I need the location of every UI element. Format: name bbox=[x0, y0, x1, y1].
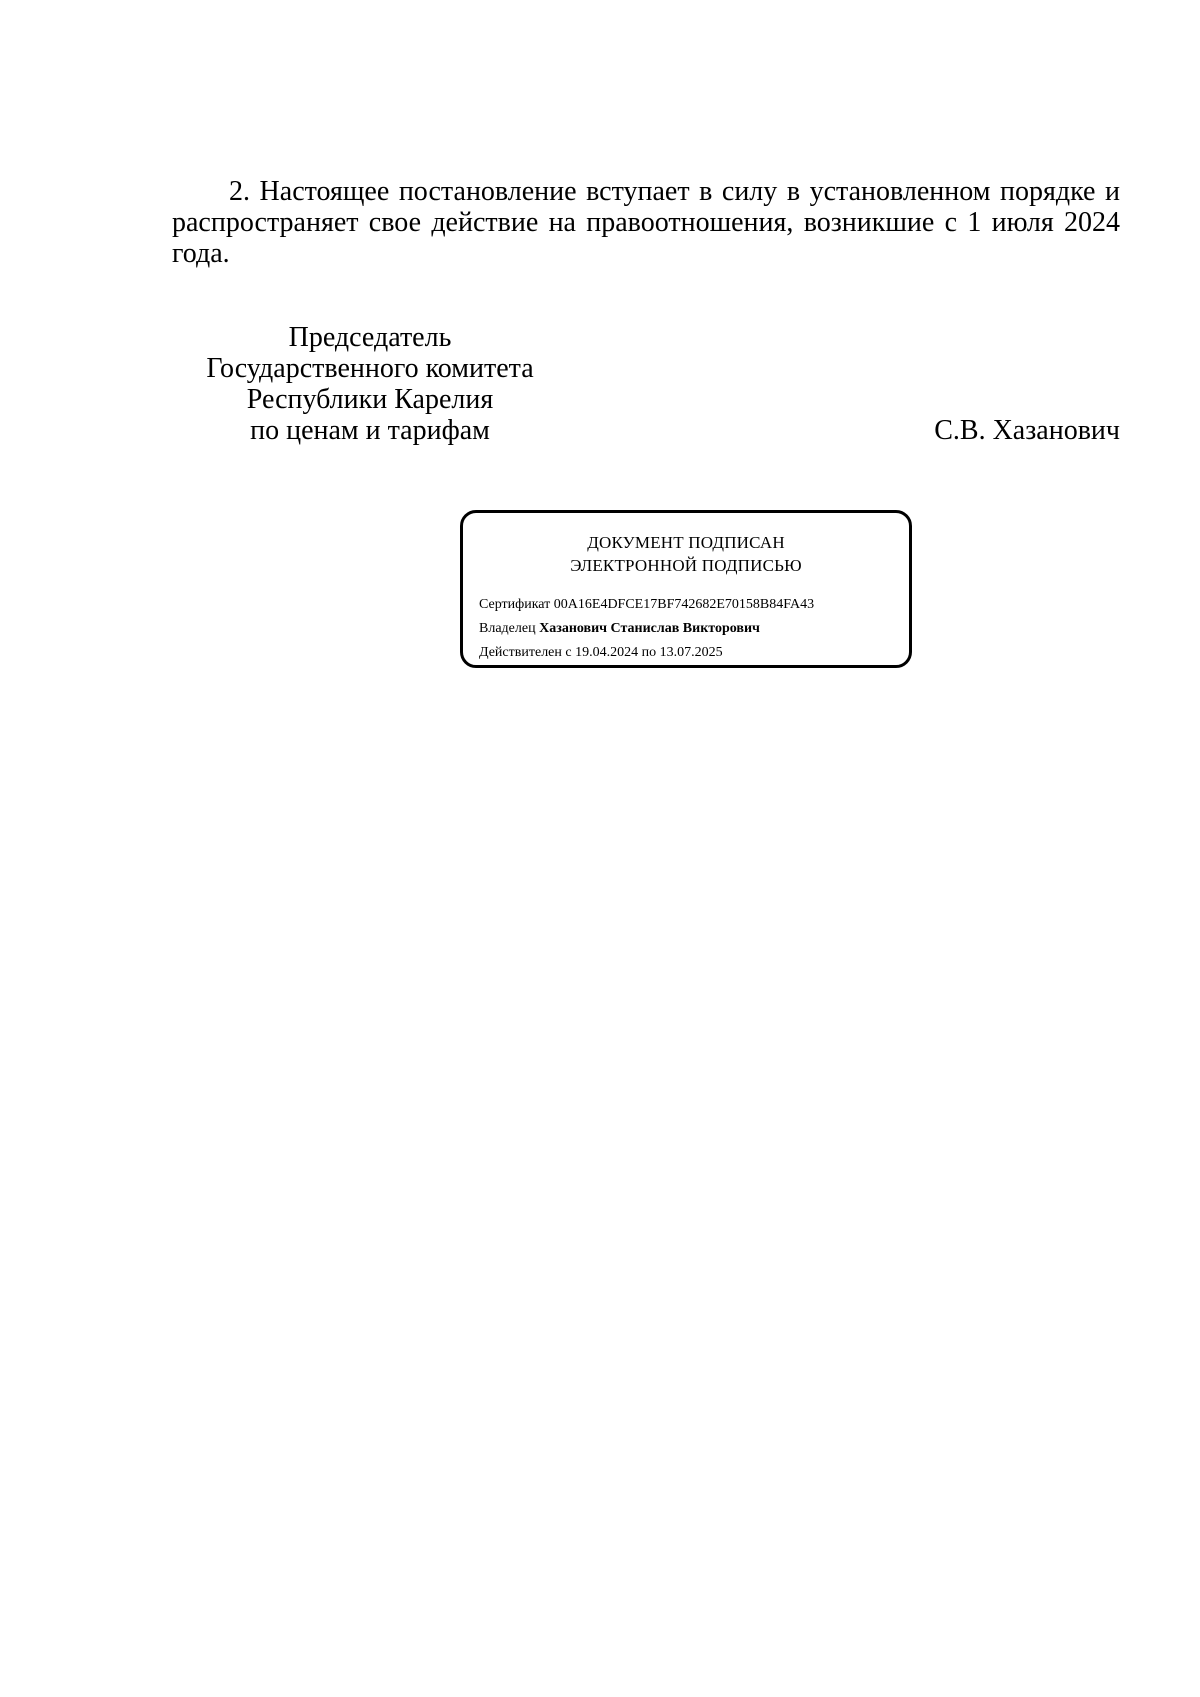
signatory-position bbox=[170, 322, 570, 446]
stamp-valid-from: 19.04.2024 bbox=[575, 645, 639, 660]
stamp-validity-row bbox=[479, 641, 814, 665]
decree-paragraph: 2. Настоящее постановление вступает в силу в установленном порядке и распространяет свое действие на правоотношения, возникшие с 1 июля 2024 года. bbox=[172, 176, 1120, 269]
stamp-valid-label: Действителен с bbox=[479, 645, 572, 660]
stamp-valid-to: 13.07.2025 bbox=[659, 645, 723, 660]
stamp-title-line-1: ДОКУМЕНТ ПОДПИСАН bbox=[587, 533, 785, 552]
stamp-valid-to-label: по bbox=[641, 645, 657, 660]
stamp-certificate-label: Сертификат bbox=[479, 597, 551, 612]
signer-name: С.В. Хазанович bbox=[934, 415, 1120, 446]
signatory-position-line-4: по ценам и тарифам bbox=[250, 415, 490, 446]
signatory-position-line-3: Республики Карелия bbox=[246, 384, 494, 415]
electronic-signature-stamp bbox=[460, 510, 912, 668]
stamp-certificate-row bbox=[479, 593, 814, 617]
stamp-title-line-2: ЭЛЕКТРОННОЙ ПОДПИСЬЮ bbox=[570, 556, 802, 575]
stamp-owner-row bbox=[479, 617, 814, 641]
signatory-position-line-1: Председатель bbox=[288, 322, 452, 353]
stamp-owner-label: Владелец bbox=[479, 621, 536, 636]
signatory-position-line-2: Государственного комитета bbox=[206, 353, 534, 384]
stamp-owner-value: Хазанович Станислав Викторович bbox=[539, 621, 760, 636]
stamp-details bbox=[479, 593, 814, 665]
stamp-title bbox=[463, 531, 909, 577]
stamp-certificate-value: 00A16E4DFCE17BF742682E70158B84FA43 bbox=[553, 597, 815, 612]
